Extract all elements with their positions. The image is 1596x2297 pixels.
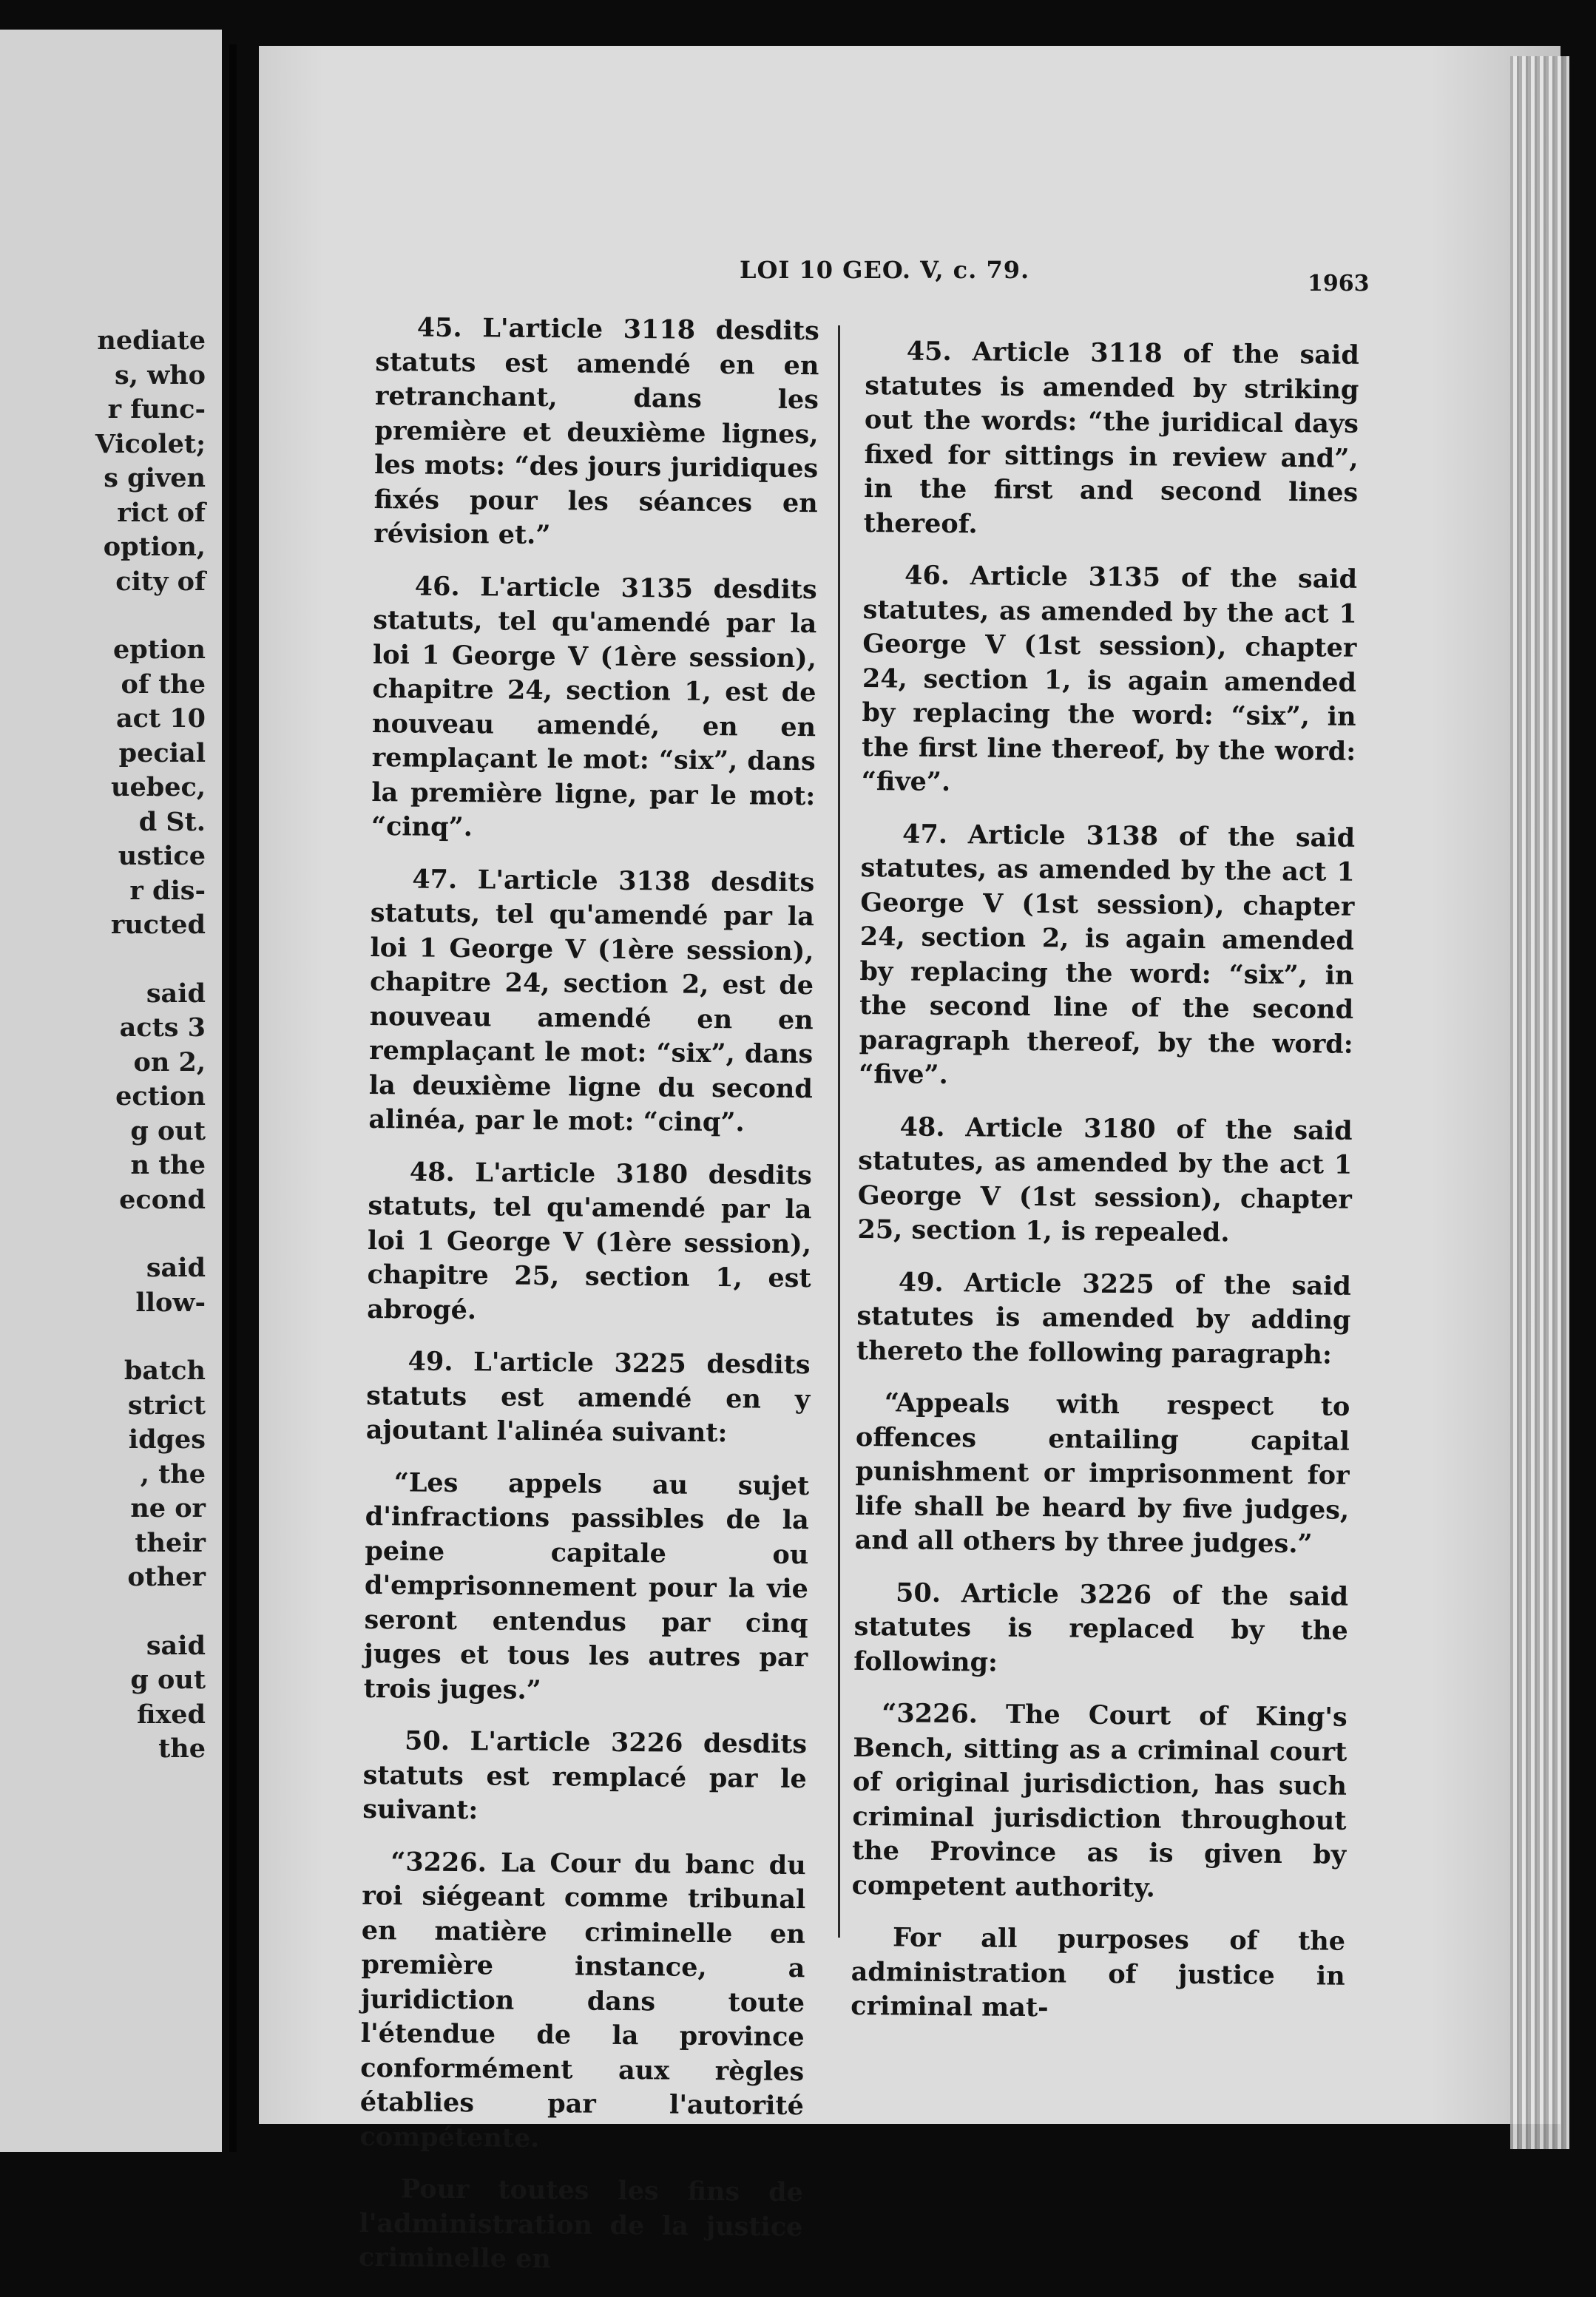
left-page-fragment: strict bbox=[127, 1390, 206, 1421]
left-page-fragment: other bbox=[127, 1562, 206, 1592]
article-45-en: 45. Article 3118 of the said statutes is amended by striking out the words: “the juridical days fixed for sittings in review and”, in the first and second lines thereof. bbox=[863, 336, 1359, 539]
article-49-en: 49. Article 3225 of the said statutes is amended by adding thereto the following paragraph: bbox=[856, 1266, 1351, 1370]
left-page-fragment: n the bbox=[130, 1150, 206, 1180]
left-page-fragment: llow- bbox=[135, 1287, 206, 1318]
page-number: 1963 bbox=[1308, 271, 1370, 297]
english-column bbox=[851, 334, 1359, 2046]
left-page-fragment: said bbox=[146, 1253, 206, 1283]
article-3226-quote-fr: “3226. La Cour du banc du roi siégeant comme tribunal en matière criminelle en première instance, a juridiction dans toute l'étendue de la province conformément aux règles établies par l'autorité compétente. bbox=[359, 1846, 806, 2154]
article-49-fr: 49. L'article 3225 desdits statuts est amendé en y ajoutant l'alinéa suivant: bbox=[365, 1346, 811, 1449]
left-page-fragment: on 2, bbox=[133, 1046, 206, 1078]
left-page-fragment: s given bbox=[104, 463, 206, 493]
article-46-en: 46. Article 3135 of the said statutes, as amended by the act 1 George V (1st session), chapter 24, section 1, is again amended by replacing the word: “six”, in the first line thereof, by the word: “five”. bbox=[861, 560, 1358, 798]
left-page-fragment: g out bbox=[130, 1665, 206, 1695]
left-page-fragment: s, who bbox=[115, 359, 206, 390]
left-page-fragment: r dis- bbox=[129, 875, 206, 906]
left-page-fragment: city of bbox=[115, 566, 206, 597]
left-page-fragment: option, bbox=[103, 532, 206, 562]
left-page-fragment: econd bbox=[119, 1184, 206, 1215]
left-page-fragment: rict of bbox=[117, 497, 206, 528]
left-page-fragment: r func- bbox=[107, 394, 206, 424]
article-46-fr: 46. L'article 3135 desdits statuts, tel qu'amendé par la loi 1 George V (1ère session), chapitre 24, section 1, est de nouveau amendé, en en remplaçant le mot: “six”, dans la première ligne, par le mot: “cinq”. bbox=[371, 570, 817, 843]
final-paragraph-fr: Pour toutes les fins de l'administration de la justice criminelle en bbox=[358, 2173, 803, 2275]
left-page-fragment: ection bbox=[115, 1081, 206, 1112]
left-page-fragment: batch bbox=[124, 1356, 206, 1386]
left-page-fragment: pecial bbox=[118, 737, 206, 768]
article-3226-quote-en: “3226. The Court of King's Bench, sitting as a criminal court of original jurisdiction, has such criminal jurisdiction throughout the Province as is given by competent authority. bbox=[851, 1698, 1348, 1903]
fragment-gap bbox=[95, 599, 206, 633]
left-facing-page bbox=[0, 30, 222, 2152]
article-49-quote-en: “Appeals with respect to offences entailing capital punishment or imprisonment for life shall be heard by five judges, and all others by three judges.” bbox=[854, 1387, 1350, 1560]
page-edges bbox=[1510, 56, 1569, 2149]
left-page-text-fragments bbox=[95, 324, 206, 1767]
left-page-fragment: of the bbox=[121, 669, 206, 700]
left-page-fragment: ne or bbox=[130, 1493, 206, 1523]
left-page-fragment: the bbox=[158, 1733, 206, 1764]
left-page-fragment: , the bbox=[140, 1458, 206, 1489]
article-49-quote-fr: “Les appels au sujet d'infractions passibles de la peine capitale ou d'emprisonnement pour la vie seront entendus par cinq juges et tous les autres par trois juges.” bbox=[363, 1467, 810, 1705]
article-47-en: 47. Article 3138 of the said statutes, as amended by the act 1 George V (1st session), chapter 24, section 2, is again amended by replacing the word: “six”, in the second line of the second paragraph thereof, by the word: “five”. bbox=[859, 818, 1356, 1091]
left-page-fragment: fixed bbox=[136, 1699, 206, 1730]
article-50-en: 50. Article 3226 of the said statutes is replaced by the following: bbox=[853, 1577, 1349, 1678]
article-50-fr: 50. L'article 3226 desdits statuts est remplacé par le suivant: bbox=[362, 1725, 808, 1826]
left-page-fragment: acts 3 bbox=[119, 1012, 206, 1043]
left-page-fragment: act 10 bbox=[115, 703, 206, 734]
article-48-en: 48. Article 3180 of the said statutes, as amended by the act 1 George V (1st session), chapter 25, section 1, is repealed. bbox=[857, 1111, 1353, 1248]
column-divider bbox=[838, 325, 840, 1938]
left-page-fragment: idges bbox=[128, 1424, 206, 1455]
fragment-gap bbox=[95, 1217, 206, 1251]
left-page-fragment: their bbox=[135, 1527, 206, 1558]
fragment-gap bbox=[95, 943, 206, 977]
article-45-fr: 45. L'article 3118 desdits statuts est amendé en en retranchant, dans les première et deuxième lignes, les mots: “des jours juridiques fixés pour les séances en révision et.” bbox=[373, 312, 819, 551]
left-page-fragment: said bbox=[146, 1630, 206, 1661]
left-page-fragment: ructed bbox=[110, 910, 206, 940]
book-gutter bbox=[229, 44, 237, 2152]
left-page-fragment: d St. bbox=[138, 806, 206, 837]
article-48-fr: 48. L'article 3180 desdits statuts, tel qu'amendé par la loi 1 George V (1ère session), chapitre 25, section 1, est abrogé. bbox=[367, 1156, 812, 1325]
left-page-fragment: ustice bbox=[118, 841, 206, 871]
french-column bbox=[359, 311, 819, 2297]
fragment-gap bbox=[95, 1320, 206, 1354]
running-header: LOI 10 GEO. V, c. 79. bbox=[740, 256, 1030, 284]
left-page-fragment: g out bbox=[130, 1115, 206, 1146]
left-page-fragment: uebec, bbox=[111, 772, 206, 802]
left-page-fragment: nediate bbox=[97, 325, 206, 356]
left-page-fragment: Vicolet; bbox=[95, 428, 206, 459]
final-paragraph-en: For all purposes of the administration of justice in criminal mat- bbox=[851, 1922, 1346, 2023]
left-page-fragment: eption bbox=[113, 635, 206, 665]
fragment-gap bbox=[95, 1595, 206, 1629]
left-page-fragment: said bbox=[146, 978, 206, 1009]
article-47-fr: 47. L'article 3138 desdits statuts, tel qu'amendé par la loi 1 George V (1ère session), chapitre 24, section 2, est de nouveau amendé en en remplaçant le mot: “six”, dans la deuxième ligne du second alinéa, par le mot: “cinq”. bbox=[368, 863, 815, 1138]
